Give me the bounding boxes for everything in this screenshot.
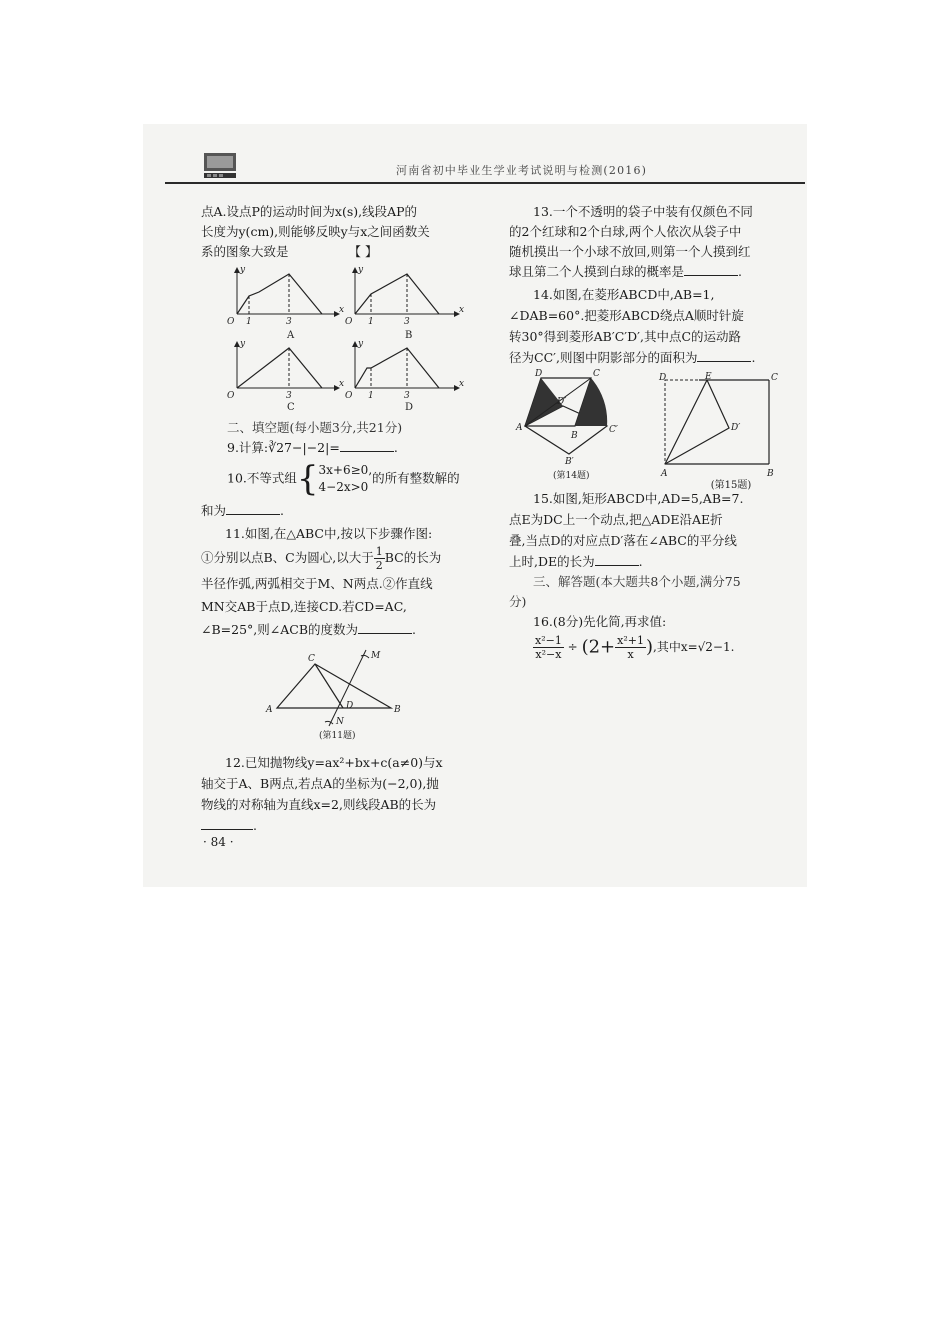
graph-c-label: C xyxy=(287,402,295,413)
q15: 15.如图,矩形ABCD中,AD=5,AB=7. 点E为DC上一个动点,把△ADE沿AE折 叠,当点D的对应点D′落在∠ABC的平分线 上时,DE的长为 . xyxy=(509,491,744,569)
fig14-d: D xyxy=(535,369,543,379)
q13-answer-blank xyxy=(684,275,738,276)
fig15-d: D xyxy=(659,373,667,383)
q16: 16.(8分)先化简,再求值: xyxy=(533,614,667,629)
graph-c-y: y xyxy=(240,339,246,349)
q16-expression: $\frac{\text{x²−1}}{\text{x²−x}}$ ÷ (2+ $\frac{\text{x²+1}}{x}$ ),其中x=√2−1. xyxy=(535,634,735,661)
graph-a-y: y xyxy=(240,265,246,275)
fig11-b: B xyxy=(394,705,401,715)
fig15-a: A xyxy=(661,469,668,479)
answer-bracket: 【 】 xyxy=(348,244,378,259)
fig14-d-prime: D′ xyxy=(557,397,567,407)
q8-line-2: 长度为y(cm),则能够反映y与x之间函数关 xyxy=(201,224,430,239)
graph-b-label: B xyxy=(405,330,413,341)
fig14-b: B xyxy=(571,431,578,441)
figure-15 xyxy=(655,372,785,482)
graph-a-tick-3: 3 xyxy=(286,317,292,327)
q8-line-1: 点A.设点P的运动时间为x(s),线段AP的 xyxy=(201,204,418,219)
fig15-d-prime: D′ xyxy=(731,423,741,433)
graph-d-x: x xyxy=(459,379,465,389)
fig15-caption: (第15题) xyxy=(710,480,752,491)
graph-d-y: y xyxy=(358,339,364,349)
fill-in-section xyxy=(227,418,487,458)
scanned-page: 河南省初中毕业生学业考试说明与检测(2016) 点A.设点P的运动时间为x(s),线段AP的 长度为y(cm),则能够反映y与x之间函数关 系的图象大致是 【 】 O 1 3 x y O 1 3 x y O 3 x y O 1 3 x y A B C D 二、填空题(每小题3分,共21分) 9.计算:∛27−|−2|= . 10.不等式组{ 3x+6≥0, 4−2x>0 的所有整数解的 和为 . 11.如图,在△ABC中,按以下步骤作图: ①分别以点B、C为圆心,以大于 $\frac{1}{2}$ BC的长为 半径作弧,两弧相交于M、N两点.②作直线 MN交AB于点D,连接CD.若CD=AC, ∠B=25°,则∠ACB的度数为 . A B C D M N (第11题) 12.已知抛物线y=ax²+bx+c(a≠0)与x 轴交于A、B两点,若点A的坐标为(−2,0),抛 物线的对称轴为直线x=2,则线段AB的长为 . · 84 · 13.一个不透明的袋子中装有仅颜色不同 的2个红球和2个白球,两个人依次从袋子中 随机摸出一个小球不放回,则第一个人摸到红 球且第二个人摸到白球的概率是 . 14.如图,在菱形ABCD中,AB=1, ∠DAB=60°.把菱形ABCD绕点A顺时针旋 转30°得到菱形AB′C′D′,其中点C的运动路 径为CC′,则图中阴影部分的面积为 . A B C D B′ C′ D′ (第14题) A B C D E D′ (第15题) 15.如图,矩形ABCD中,AD=5,AB=7. 点E为DC上一个动点,把△ADE沿AE折 叠,当点D的对应点D′落在∠ABC的平分线 上时,DE的长为 . 三、解答题(本大题共8个小题,满分75 分) 16.(8分)先化简,再求值: $\frac{\text{x²−1}}{\text{x²−x}}$ ÷ (2+ $\frac{\text{x²+1}}{x}$ ),其中x=√2−1. xyxy=(143,124,807,887)
header-title: 河南省初中毕业生学业考试说明与检测(2016) xyxy=(396,164,648,177)
graph-b-origin: O xyxy=(345,317,353,327)
q12-answer-blank xyxy=(201,829,253,830)
q9: 9.计算:∛27−|−2|= . xyxy=(227,440,398,455)
graph-c-x: x xyxy=(339,379,345,389)
q9-answer-blank xyxy=(340,451,394,452)
fig15-b: B xyxy=(767,469,774,479)
graph-d-label: D xyxy=(405,402,414,413)
graph-d-origin: O xyxy=(345,391,353,401)
graph-a-label: A xyxy=(287,330,295,341)
fig15-e: E xyxy=(705,372,712,382)
q14: 14.如图,在菱形ABCD中,AB=1, ∠DAB=60°.把菱形ABCD绕点A顺时针旋 转30°得到菱形AB′C′D′,其中点C的运动路 径为CC′,则图中阴影部分的面积为 . xyxy=(509,287,756,365)
fig11-a: A xyxy=(266,705,273,715)
graph-c-origin: O xyxy=(227,391,235,401)
fig14-c-prime: C′ xyxy=(609,425,618,435)
section-3: 三、解答题(本大题共8个小题,满分75 分) 16.(8分)先化简,再求值: xyxy=(509,572,789,632)
fig11-c: C xyxy=(308,654,315,664)
section-2-heading: 二、填空题(每小题3分,共21分) xyxy=(227,420,403,435)
fig15-c: C xyxy=(771,373,778,383)
left-column xyxy=(201,202,481,262)
graph-d-tick-3: 3 xyxy=(404,391,410,401)
q12: 12.已知抛物线y=ax²+bx+c(a≠0)与x 轴交于A、B两点,若点A的坐标为(−2,0),抛 物线的对称轴为直线x=2,则线段AB的长为 . xyxy=(201,755,443,833)
page-number: · 84 · xyxy=(203,835,234,849)
graph-a-tick-1: 1 xyxy=(246,317,252,327)
one-half-fraction: $\frac{1}{2}$ xyxy=(375,545,383,572)
graph-b-x: x xyxy=(459,305,465,315)
q13: 13.一个不透明的袋子中装有仅颜色不同 的2个红球和2个白球,两个人依次从袋子中 随机摸出一个小球不放回,则第一个人摸到红 球且第二个人摸到白球的概率是 . xyxy=(509,204,753,279)
q10: 10.不等式组{ 3x+6≥0, 4−2x>0 的所有整数解的 xyxy=(227,459,460,499)
graph-d xyxy=(355,342,459,388)
q11: 11.如图,在△ABC中,按以下步骤作图: ①分别以点B、C为圆心,以大于 $\frac{1}{2}$ BC的长为 半径作弧,两弧相交于M、N两点.②作直线 MN交AB于点D,连接CD.若CD=AC, ∠B=25°,则∠ACB的度数为 . xyxy=(201,526,442,637)
q14-answer-blank xyxy=(697,361,751,362)
fig14-a: A xyxy=(516,423,523,433)
fig14-c: C xyxy=(593,369,600,379)
graph-b-y: y xyxy=(358,265,364,275)
graph-a xyxy=(237,268,339,314)
q8-line-3: 系的图象大致是 【 】 xyxy=(201,244,378,259)
monitor-icon xyxy=(203,152,237,180)
figure-14 xyxy=(515,368,635,480)
fig14-b-prime: B′ xyxy=(565,457,574,467)
graph-a-origin: O xyxy=(227,317,235,327)
figure-11 xyxy=(263,642,413,742)
section-3-heading: 三、解答题(本大题共8个小题,满分75 xyxy=(533,574,741,589)
q10-answer-blank xyxy=(226,514,280,515)
q11-answer-blank xyxy=(358,633,412,634)
fig14-caption: (第14题) xyxy=(553,471,590,480)
q8-graphs xyxy=(227,264,477,414)
graph-d-tick-1: 1 xyxy=(368,391,374,401)
fig11-m: M xyxy=(371,651,381,661)
graph-b xyxy=(355,268,459,314)
fig11-d: D xyxy=(346,701,354,711)
q15-answer-blank xyxy=(595,565,639,566)
graph-b-tick-3: 3 xyxy=(404,317,410,327)
graph-a-x: x xyxy=(339,305,345,315)
fig11-caption: (第11题) xyxy=(319,731,356,741)
graph-c-tick-3: 3 xyxy=(286,391,292,401)
fig11-n: N xyxy=(336,717,344,727)
graph-c xyxy=(237,342,339,388)
graph-b-tick-1: 1 xyxy=(368,317,374,327)
header-rule xyxy=(165,182,805,184)
